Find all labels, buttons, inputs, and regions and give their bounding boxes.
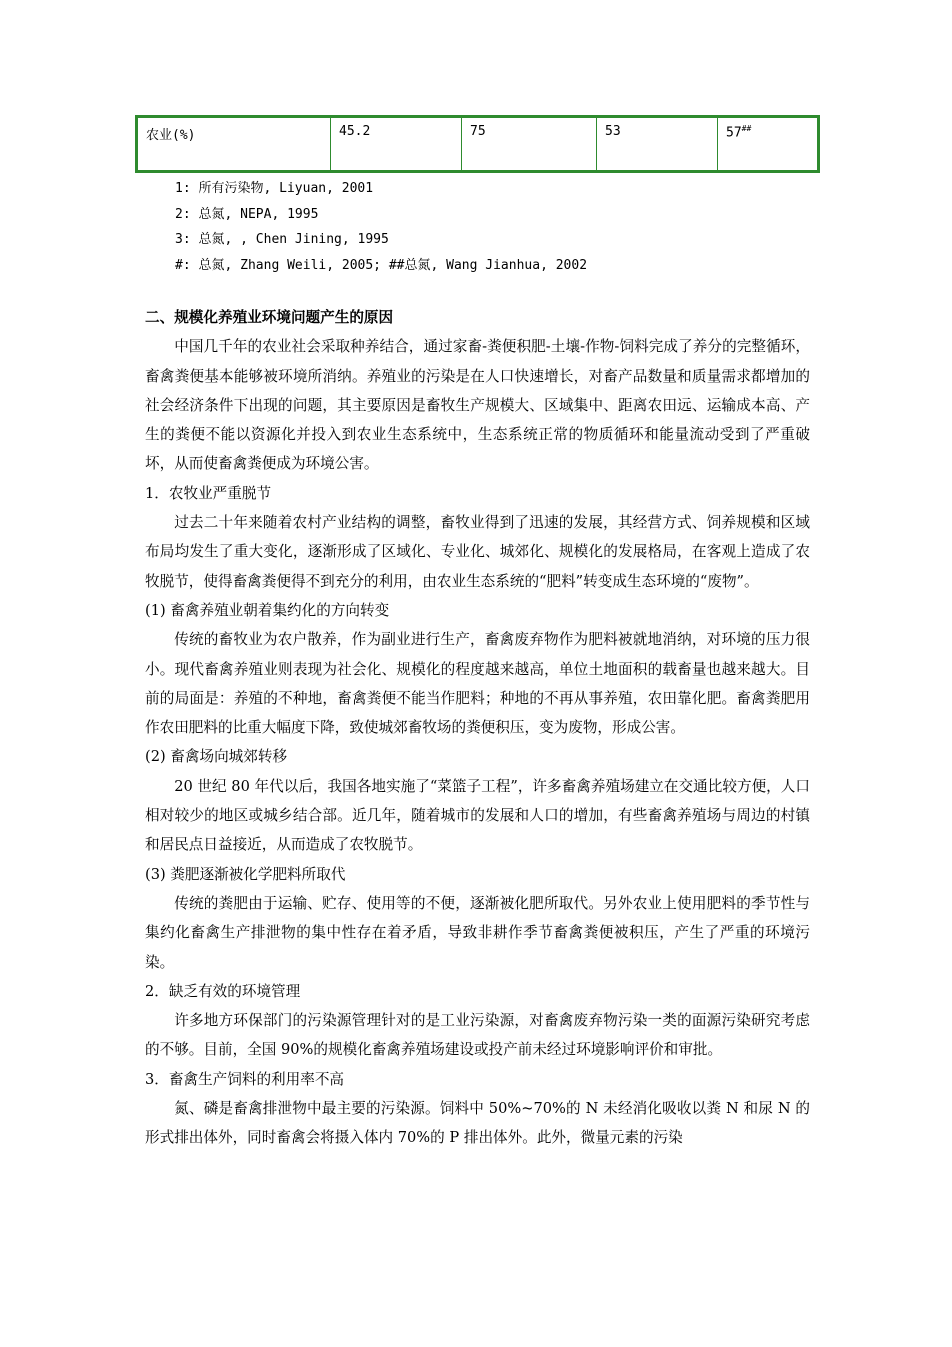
subsection-1-title: 1．农牧业严重脱节 bbox=[145, 484, 272, 502]
row-label-cell: 农业(%) bbox=[137, 117, 331, 172]
footnote-1: 1: 所有污染物, Liyuan, 2001 bbox=[175, 181, 374, 196]
value-4-footnote-mark: ## bbox=[741, 124, 752, 133]
footnote-2: 2: 总氮, NEPA, 1995 bbox=[175, 206, 319, 222]
footnote-4: #: 总氮, Zhang Weili, 2005; ##总氮, Wang Jianhua, 2002 bbox=[175, 257, 588, 273]
subsection-2-paragraph: 许多地方环保部门的污染源管理针对的是工业污染源，对畜禽废弃物污染一类的面源污染研究考虑的不够。目前，全国 90%的规模化畜禽养殖场建设或投产前未经过环境影响评价和审批。 bbox=[145, 1012, 810, 1059]
data-table bbox=[135, 115, 820, 173]
subsection-1a-paragraph: 传统的畜牧业为农户散养，作为副业进行生产，畜禽废弃物作为肥料被就地消纳，对环境的压力很小。现代畜禽养殖业则表现为社会化、规模化的程度越来越高，单位土地面积的载畜量也越来越大。目前的局面是：养殖的不种地，畜禽粪便不能当作肥料；种地的不再从事养殖，农田靠化肥。畜禽粪肥用作农田肥料的比重大幅度下降，致使城郊畜牧场的粪便积压，变为废物，形成公害。 bbox=[145, 631, 810, 737]
value-cell-3: 53 bbox=[597, 117, 718, 172]
value-4-text: 57 bbox=[726, 125, 742, 141]
value-cell-4 bbox=[718, 117, 819, 172]
subsection-3-title: 3．畜禽生产饲料的利用率不高 bbox=[145, 1070, 345, 1088]
subsection-1a-title: (1) 畜禽养殖业朝着集约化的方向转变 bbox=[145, 601, 390, 619]
subsection-3-paragraph: 氮、磷是畜禽排泄物中最主要的污染源。饲料中 50%~70%的 N 未经消化吸收以粪 N 和尿 N 的形式排出体外，同时畜禽会将摄入体内 70%的 P 排出体外。此外，微量元素的污染 bbox=[145, 1100, 810, 1147]
subsection-2-title: 2．缺乏有效的环境管理 bbox=[145, 982, 301, 1000]
value-cell-1: 45.2 bbox=[331, 117, 462, 172]
subsection-1c-title: (3) 粪肥逐渐被化学肥料所取代 bbox=[145, 865, 346, 883]
subsection-1-paragraph: 过去二十年来随着农村产业结构的调整，畜牧业得到了迅速的发展，其经营方式、饲养规模和区域布局均发生了重大变化，逐渐形成了区域化、专业化、城郊化、规模化的发展格局，在客观上造成了农牧脱节，使得畜禽粪便得不到充分的利用，由农业生态系统的“肥料”转变成生态环境的“废物”。 bbox=[145, 514, 810, 590]
subsection-1b-title: (2) 畜禽场向城郊转移 bbox=[145, 748, 288, 766]
body-text bbox=[145, 303, 810, 1153]
value-cell-2: 75 bbox=[462, 117, 597, 172]
subsection-1b-paragraph: 20 世纪 80 年代以后，我国各地实施了“菜篮子工程”，许多畜禽养殖场建立在交通比较方便，人口相对较少的地区或城乡结合部。近几年，随着城市的发展和人口的增加，有些畜禽养殖场与周边的村镇和居民点日益接近，从而造成了农牧脱节。 bbox=[145, 777, 810, 854]
table-row bbox=[137, 117, 819, 172]
section-heading: 二、规模化养殖业环境问题产生的原因 bbox=[145, 309, 394, 326]
table-footnotes bbox=[175, 176, 587, 278]
footnote-3: 3: 总氮, , Chen Jining, 1995 bbox=[175, 232, 389, 247]
subsection-1c-paragraph: 传统的粪肥由于运输、贮存、使用等的不便，逐渐被化肥所取代。另外农业上使用肥料的季节性与集约化畜禽生产排泄物的集中性存在着矛盾，导致非耕作季节畜禽粪便被积压，产生了严重的环境污染。 bbox=[145, 894, 810, 971]
intro-paragraph: 中国几千年的农业社会采取种养结合，通过家畜-粪便积肥-土壤-作物-饲料完成了养分的完整循环，畜禽粪便基本能够被环境所消纳。养殖业的污染是在人口快速增长，对畜产品数量和质量需求都增加的社会经济条件下出现的问题，其主要原因是畜牧生产规模大、区域集中、距离农田远、运输成本高、产生的粪便不能以资源化并投入到农业生态系统中，生态系统正常的物质循环和能量流动受到了严重破坏，从而使畜禽粪便成为环境公害。 bbox=[145, 338, 810, 473]
